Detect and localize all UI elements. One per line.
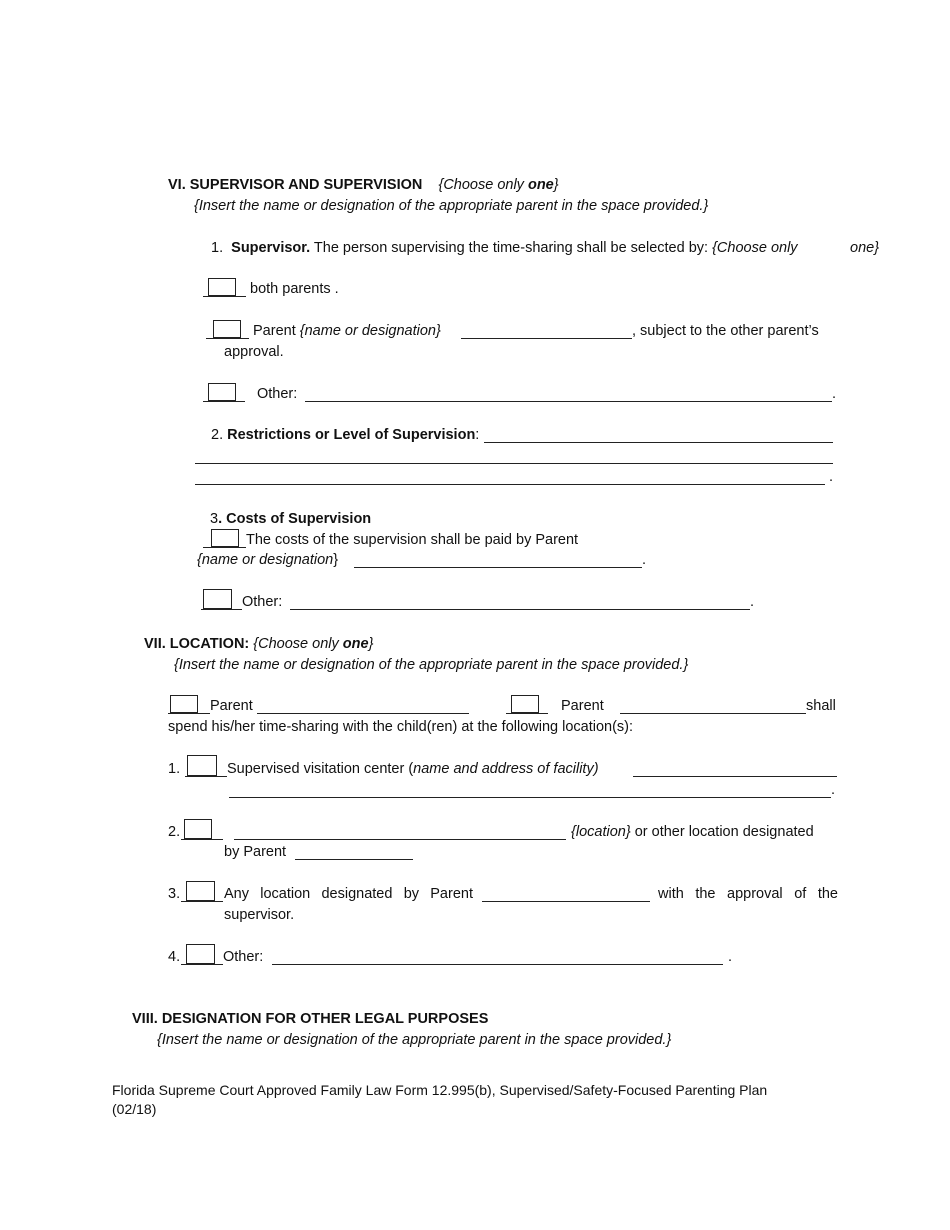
period: . (750, 594, 755, 610)
facility-field-line-2[interactable] (229, 797, 831, 798)
checkbox-line (203, 401, 245, 402)
checkbox-line (201, 609, 242, 610)
visitation-center-label: Supervised visitation center (name and address of facility) (227, 761, 599, 777)
restrictions-field-line-1[interactable] (484, 442, 833, 443)
costs-parent-field[interactable] (354, 567, 642, 568)
costs-other-label: Other: (242, 594, 283, 610)
other-supervisor-field[interactable] (305, 401, 832, 402)
restrictions-field-line-3[interactable] (195, 484, 825, 485)
costs-heading: 3. Costs of Supervision (210, 511, 372, 527)
location-line-2: spend his/her time-sharing with the child(ren) at the following location(s): (168, 719, 634, 735)
checkbox-line (181, 964, 223, 965)
location-3-tail: with the approval of the (658, 886, 838, 902)
location-4-checkbox[interactable] (186, 944, 215, 964)
location-2-tail: {location} or other location designated (571, 824, 814, 840)
parent-name-field[interactable] (461, 338, 632, 339)
footer-line-2: (02/18) (112, 1101, 157, 1117)
location-parent-2-field[interactable] (620, 713, 806, 714)
supervisor-choose-one: one} (850, 240, 880, 256)
section-7-instruction: {Insert the name or designation of the appropriate parent in the space provided.} (174, 657, 689, 673)
location-2-num: 2. (168, 824, 181, 840)
checkbox-line (185, 776, 227, 777)
checkbox-line (206, 338, 249, 339)
costs-other-field[interactable] (290, 609, 750, 610)
section-6-instruction: {Insert the name or designation of the appropriate parent in the space provided.} (194, 198, 709, 214)
other-supervisor-checkbox[interactable] (208, 383, 236, 401)
facility-field-line-1[interactable] (633, 776, 837, 777)
restrictions-label: 2. Restrictions or Level of Supervision: (211, 427, 480, 443)
checkbox-line (203, 547, 246, 548)
location-3-text: Any location designated by Parent (224, 886, 473, 902)
section-8-heading: VIII. DESIGNATION FOR OTHER LEGAL PURPOSES (132, 1011, 489, 1027)
period: . (642, 552, 647, 568)
section-7-heading: VII. LOCATION: {Choose only one} (144, 636, 374, 652)
parent-option-label: Parent {name or designation} (253, 323, 441, 339)
location-2-continuation: by Parent (224, 844, 287, 860)
location-parent-1-label: Parent (210, 698, 253, 714)
section-6-heading: VI. SUPERVISOR AND SUPERVISION {Choose only one} (168, 177, 559, 193)
location-4-label: Other: (223, 949, 264, 965)
visitation-center-checkbox[interactable] (187, 755, 217, 776)
parent-option-tail: , subject to the other parent’s (632, 323, 819, 339)
checkbox-line (181, 839, 223, 840)
costs-parent-checkbox[interactable] (211, 529, 239, 547)
supervisor-item: 1. Supervisor. The person supervising the time-sharing shall be selected by: {Choose only (211, 240, 798, 256)
period: . (728, 949, 733, 965)
checkbox-line (203, 296, 246, 297)
location-1-num: 1. (168, 761, 181, 777)
restrictions-field-line-2[interactable] (195, 463, 833, 464)
shall-label: shall (806, 698, 836, 714)
checkbox-line (168, 713, 210, 714)
both-parents-checkbox[interactable] (208, 278, 236, 296)
location-parent-1-field[interactable] (257, 713, 469, 714)
period: . (831, 782, 836, 798)
location-2-checkbox[interactable] (184, 819, 212, 839)
location-3-checkbox[interactable] (186, 881, 215, 901)
costs-hint: {name or designation} (197, 552, 339, 568)
costs-text: The costs of the supervision shall be paid by Parent (246, 532, 579, 548)
checkbox-line (506, 713, 548, 714)
period: . (832, 386, 837, 402)
location-2-field[interactable] (234, 839, 566, 840)
location-2-parent-field[interactable] (295, 859, 413, 860)
period: . (829, 469, 834, 485)
both-parents-label: both parents . (250, 281, 339, 297)
other-supervisor-label: Other: (257, 386, 298, 402)
location-4-num: 4. (168, 949, 181, 965)
section-8-instruction: {Insert the name or designation of the appropriate parent in the space provided.} (157, 1032, 672, 1048)
location-3-num: 3. (168, 886, 181, 902)
location-3-continuation: supervisor. (224, 907, 295, 923)
location-4-field[interactable] (272, 964, 723, 965)
location-parent-2-label: Parent (561, 698, 604, 714)
costs-other-checkbox[interactable] (203, 589, 232, 609)
checkbox-line (181, 901, 223, 902)
footer-line-1: Florida Supreme Court Approved Family Law Form 12.995(b), Supervised/Safety-Focused Parenting Plan (112, 1082, 768, 1098)
parent-option-checkbox[interactable] (213, 320, 241, 338)
parent-option-continuation: approval. (224, 344, 284, 360)
location-3-parent-field[interactable] (482, 901, 650, 902)
location-parent-1-checkbox[interactable] (170, 695, 198, 713)
location-parent-2-checkbox[interactable] (511, 695, 539, 713)
